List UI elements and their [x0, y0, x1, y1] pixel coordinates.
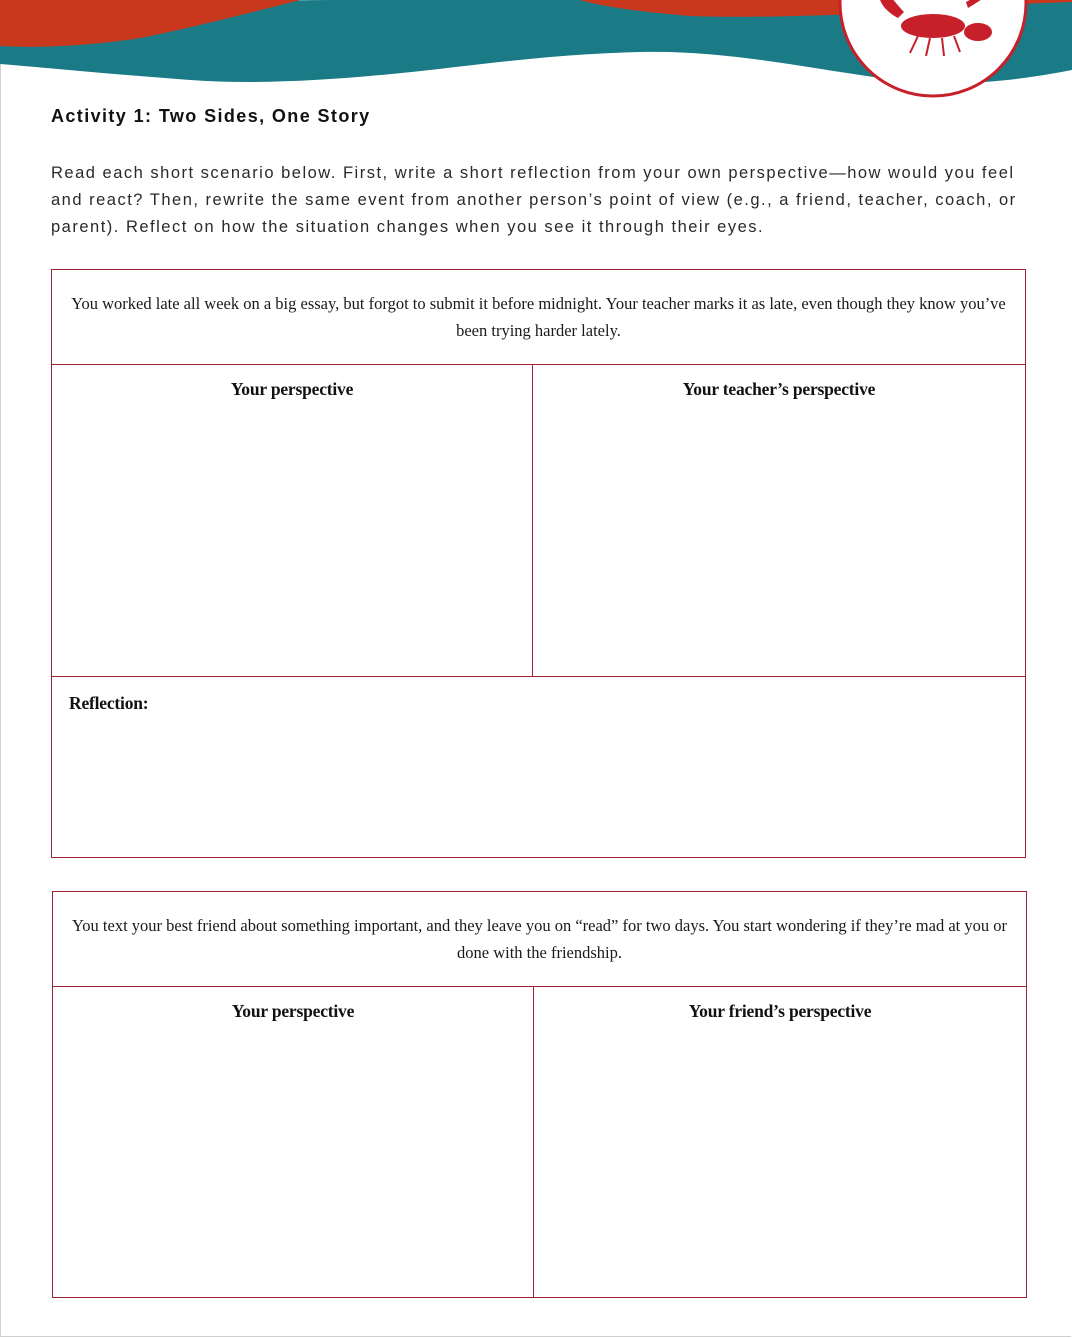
- your-perspective-cell[interactable]: [53, 987, 534, 1298]
- scenario-prompt: You text your best friend about something important, and they leave you on “read” for two days. You start wondering if they’re mad at you or done with the friendship.: [53, 892, 1026, 987]
- reflection-heading: Reflection:: [69, 693, 149, 713]
- teacher-perspective-cell[interactable]: [533, 365, 1025, 676]
- friend-perspective-cell[interactable]: [534, 987, 1026, 1298]
- your-perspective-heading: Your perspective: [230, 379, 354, 399]
- teacher-perspective-heading: Your teacher’s perspective: [682, 379, 876, 399]
- scenario-prompt: You worked late all week on a big essay, but forgot to submit it before midnight. Your teacher marks it as late, even though they know you’ve been trying harder lately.: [52, 270, 1025, 365]
- reflection-cell[interactable]: [52, 676, 1025, 857]
- scenario-table-1: [51, 269, 1026, 858]
- activity-title: Activity 1: Two Sides, One Story: [51, 106, 371, 126]
- your-perspective-heading: Your perspective: [231, 1001, 355, 1021]
- friend-perspective-heading: Your friend’s perspective: [688, 1001, 872, 1021]
- instructions-text: Read each short scenario below. First, write a short reflection from your own perspective—how would you feel and react? Then, rewrite the same event from another person’s point of view (e.g., a friend, teacher, coach, or parent). Reflect on how the situation changes when you see it through their eyes.: [51, 164, 1017, 236]
- lobster-badge: [838, 0, 1028, 98]
- scenario-table-2: [52, 891, 1027, 1298]
- your-perspective-cell[interactable]: [52, 365, 533, 676]
